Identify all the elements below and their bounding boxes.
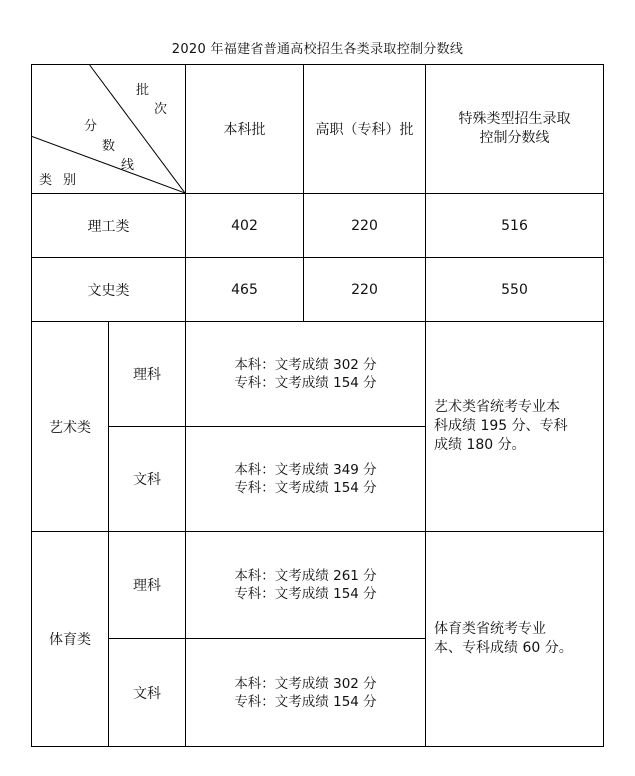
art-like-line1: 本科：文考成绩 302 分	[234, 357, 377, 373]
art-wenke-line2: 专科：文考成绩 154 分	[234, 480, 377, 496]
table-row-sport-like	[32, 532, 604, 639]
score-table	[31, 64, 604, 747]
art-note	[426, 322, 604, 532]
wenshi-benke-score: 465	[186, 258, 304, 322]
sport-like-line1: 本科：文考成绩 261 分	[234, 568, 377, 584]
diagonal-lines	[32, 65, 185, 193]
table-row-art-like	[32, 322, 604, 427]
sport-like-scores	[186, 532, 426, 639]
sport-wenke-label: 文科	[109, 639, 186, 747]
corner-label-xian: 线	[121, 158, 135, 173]
art-like-score-block	[234, 356, 376, 392]
art-wenke-line1: 本科：文考成绩 349 分	[234, 462, 377, 478]
header-special-line2: 控制分数线	[479, 130, 550, 146]
wenshi-gaozhi-score: 220	[304, 258, 426, 322]
row-label-art: 艺术类	[32, 322, 109, 532]
ligong-special-score: 516	[426, 194, 604, 258]
row-label-wenshi: 文史类	[32, 258, 186, 322]
sport-like-score-block	[234, 567, 376, 603]
sport-note-line2: 本、专科成绩 60 分。	[434, 640, 573, 656]
sport-wenke-line1: 本科：文考成绩 302 分	[234, 675, 377, 692]
table-row-wenshi	[32, 258, 604, 322]
art-like-label: 理科	[109, 322, 186, 427]
art-wenke-score-block	[234, 461, 376, 497]
header-row	[32, 65, 604, 194]
ligong-gaozhi-score: 220	[304, 194, 426, 258]
sport-like-line2: 专科：文考成绩 154 分	[234, 586, 377, 602]
art-note-line3: 成绩 180 分。	[434, 437, 526, 453]
art-like-scores	[186, 322, 426, 427]
header-gaozhi: 高职（专科）批	[304, 65, 426, 194]
table-row-ligong	[32, 194, 604, 258]
page-title: 2020 年福建省普通高校招生各类录取控制分数线	[171, 42, 464, 57]
sport-note	[426, 532, 604, 747]
corner-label-pi: 批	[136, 83, 150, 98]
art-wenke-scores	[186, 427, 426, 532]
header-benke: 本科批	[186, 65, 304, 194]
sport-note-line1: 体育类省统考专业	[434, 621, 546, 637]
corner-label-ci: 次	[154, 102, 168, 117]
sport-wenke-line2: 专科：文考成绩 154 分	[234, 693, 377, 710]
sport-wenke-score-block	[234, 675, 376, 711]
row-label-sport: 体育类	[32, 532, 109, 747]
corner-label-lei: 类	[39, 173, 53, 188]
corner-label-fen: 分	[84, 119, 98, 134]
corner-label-shu: 数	[102, 139, 116, 154]
art-like-line2: 专科：文考成绩 154 分	[234, 375, 377, 391]
sport-like-label: 理科	[109, 532, 186, 639]
ligong-benke-score: 402	[186, 194, 304, 258]
row-label-ligong: 理工类	[32, 194, 186, 258]
wenshi-special-score: 550	[426, 258, 604, 322]
art-note-line2: 科成绩 195 分、专科	[434, 418, 568, 434]
art-note-line1: 艺术类省统考专业本	[434, 399, 560, 415]
sport-wenke-scores	[186, 639, 426, 747]
header-special-line1: 特殊类型招生录取	[458, 111, 571, 127]
art-wenke-label: 文科	[109, 427, 186, 532]
corner-header-cell	[32, 65, 186, 194]
corner-label-bie: 别	[63, 173, 77, 188]
header-special	[426, 65, 604, 194]
